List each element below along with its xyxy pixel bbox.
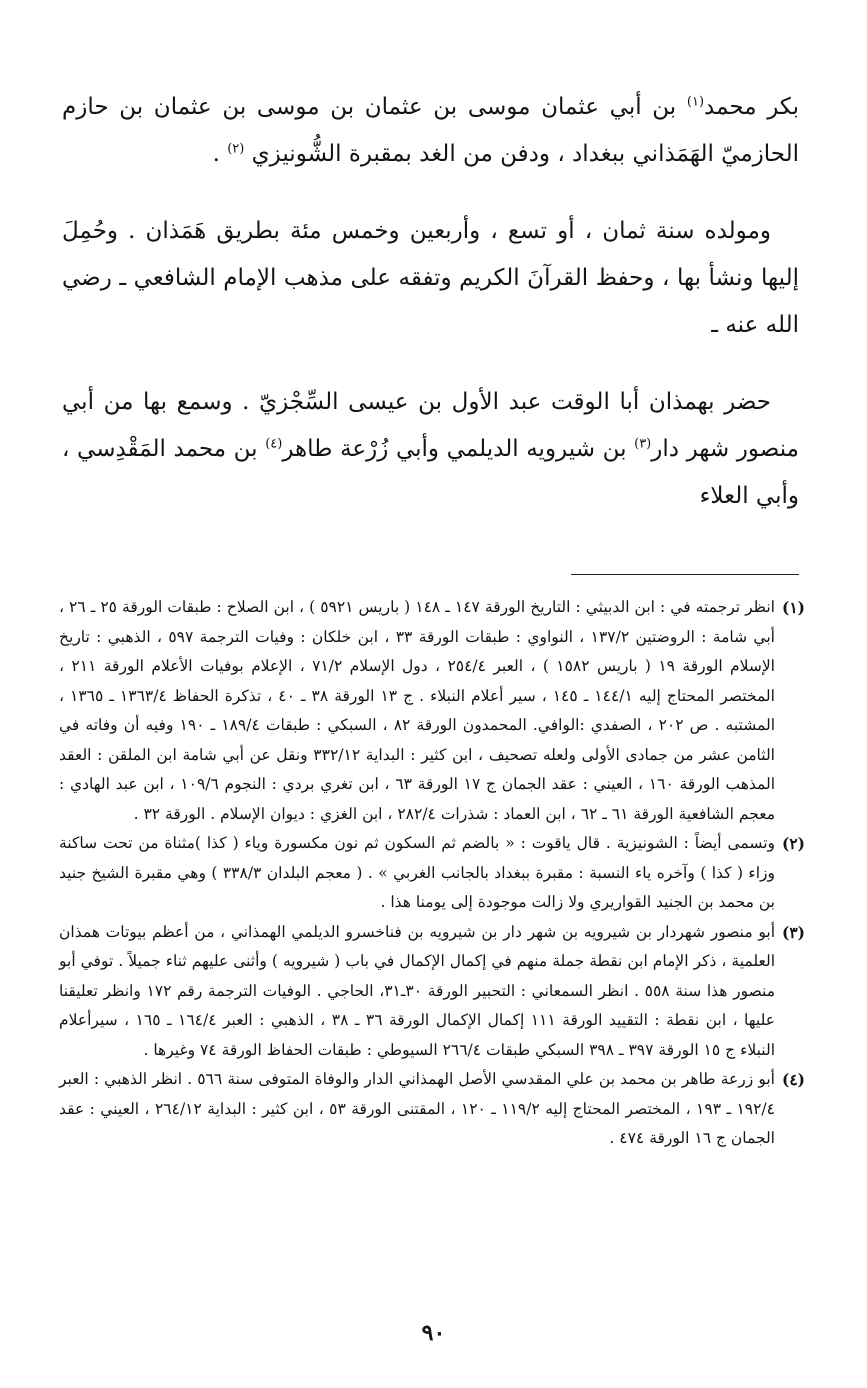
text-run: بكر محمد — [704, 94, 800, 120]
footnote-number: (٤) — [781, 1070, 805, 1089]
footnote-text: وتسمى أيضاً : الشونيزية . قال ياقوت : « بالضم ثم السكون ثم نون مكسورة وياء ( كذا )مثناة من تحت ساكنة وزاء ( كذا ) وآخره ياء النسبة : مقبرة ببغداد بالجانب الغربي » . ( معجم البلدان ٣٣٨/٣ ) وهي مقبرة الشيخ جنيد بن محمد بن الجنيد القواريري ولا زالت موجودة إلى يومنا هذا . — [59, 834, 775, 911]
text-run: بن محمد المَقْدِسي ، وأبي العلاء — [62, 436, 799, 509]
footnote-separator — [571, 574, 799, 575]
footnote-3 — [59, 918, 805, 1066]
footnotes — [59, 593, 805, 1154]
footnote-ref-3[interactable]: (٣) — [634, 436, 652, 452]
footnote-1 — [59, 593, 805, 829]
text-run: بن شيرويه الديلمي وأبي زُرْعة طاهر — [282, 436, 635, 462]
footnote-number: (٣) — [781, 922, 805, 942]
footnote-text: أبو زرعة طاهر بن محمد بن علي المقدسي الأصل الهمذاني الدار والوفاة المتوفى سنة ٥٦٦ . انظر الذهبي : العبر ١٩٢/٤ ـ ١٩٣ ، المختصر المحتاج إليه ١١٩/٢ ـ ١٢٠ ، المقتنى الورقة ٥٣ ، ابن كثير : البداية ٢٦٤/١٢ ، العيني : عقد الجمان ج ١٦ الورقة ٤٧٤ . — [59, 1070, 775, 1147]
paragraph-1 — [62, 84, 799, 178]
text-run: . — [212, 141, 228, 167]
paragraph-2: ومولده سنة ثمان ، أو تسع ، وأربعين وخمس مئة بطريق هَمَذان . وحُمِلَ إليها ونشأ بها ، وحفظ القرآنَ الكريم وتفقه على مذهب الإمام الشافعي ـ رضي الله عنه ـ — [62, 218, 799, 338]
footnote-ref-2[interactable]: (٢) — [227, 141, 245, 157]
page-number: ٩٠ — [421, 1320, 446, 1346]
footnote-number: (١) — [781, 598, 805, 617]
paragraph-3 — [62, 379, 799, 520]
footnote-2 — [59, 829, 805, 918]
main-text — [62, 84, 799, 550]
footnote-4 — [59, 1065, 805, 1154]
text-run: بن أبي عثمان موسى بن عثمان بن موسى بن عثمان بن حازم الحازميّ الهَمَذاني ببغداد ، ودفن من الغد بمقبرة الشُّونيزي — [62, 94, 799, 167]
footnote-text: أبو منصور شهردار بن شيرويه بن شهر دار بن شيرويه بن فناخسرو الديلمي الهمذاني ، من أعظم بيوتات همذان العلمية ، ذكر الإمام ابن نقطة جملة منهم في إكمال الإكمال في باب ( شيرويه ) وأثنى عليهم ثناء جميلاً . توفي أبو منصور هذا سنة ٥٥٨ . انظر السمعاني : التحبير الورقة ٣٠ـ٣١، الحاجي . الوفيات الترجمة رقم ١٧٢ وانظر تعليقنا عليها ، ابن نقطة : التقييد الورقة ١١١ إكمال الإكمال الورقة ٣٦ ـ ٣٨ ، الذهبي : العبر ١٦٤/٤ ـ ١٦٥ ، سيرأعلام النبلاء ج ١٥ الورقة ٣٩٧ ـ ٣٩٨ السبكي طبقات ٢٦٦/٤ السيوطي : طبقات الحفاظ الورقة ٧٤ وغيرها . — [59, 922, 776, 1059]
text-run: حضر بهمذان أبا الوقت عبد الأول بن عيسى السِّجْزيّ . وسمع بها من أبي منصور شهر دار — [62, 389, 799, 462]
footnote-ref-1[interactable]: (١) — [686, 94, 705, 110]
footnote-text: انظر ترجمته في : ابن الدبيثي : التاريخ الورقة ١٤٧ ـ ١٤٨ ( باريس ٥٩٢١ ) ، ابن الصلاح : طبقات الورقة ٢٥ ـ ٢٦ ، أبي شامة : الروضتين ١٣٧/٢ ، النواوي : طبقات الورقة ٣٣ ، ابن خلكان : وفيات الترجمة ٥٩٧ ، الذهبي : تاريخ الإسلام الورقة ١٩ ( باريس ١٥٨٢ ) ، العبر ٢٥٤/٤ ، دول الإسلام ٧١/٢ ، الإعلام بوفيات الأعلام الورقة ٢١١ ، المختصر المحتاج إليه ١٤٤/١ ـ ١٤٥ ، سير أعلام النبلاء . ج ١٣ الورقة ٣٨ ـ ٤٠ ، تذكرة الحفاظ ١٣٦٣/٤ ـ ١٣٦٥ ، المشتبه . ص ٢٠٢ ، الصفدي :الوافي. المحمدون الورقة ٨٢ ، السبكي : طبقات ١٨٩/٤ ـ ١٩٠ وفيه أن وفاته في الثامن عشر من جمادى الأولى ولعله تصحيف ، ابن كثير : البداية ٣٣٢/١٢ ونقل عن أبي شامة ابن الملقن : العقد المذهب الورقة ١٦٠ ، العيني : عقد الجمان ج ١٧ الورقة ٦٣ ، ابن تغري بردي : النجوم ١٠٩/٦ ، ابن عبد الهادي : معجم الشافعية الورقة ٦١ ـ ٦٢ ، ابن العماد : شذرات ٢٨٢/٤ ، ابن الغزي : ديوان الإسلام . الورقة ٣٢ . — [59, 598, 776, 823]
footnote-number: (٢) — [781, 834, 805, 853]
footnote-ref-4[interactable]: (٤) — [265, 436, 283, 452]
